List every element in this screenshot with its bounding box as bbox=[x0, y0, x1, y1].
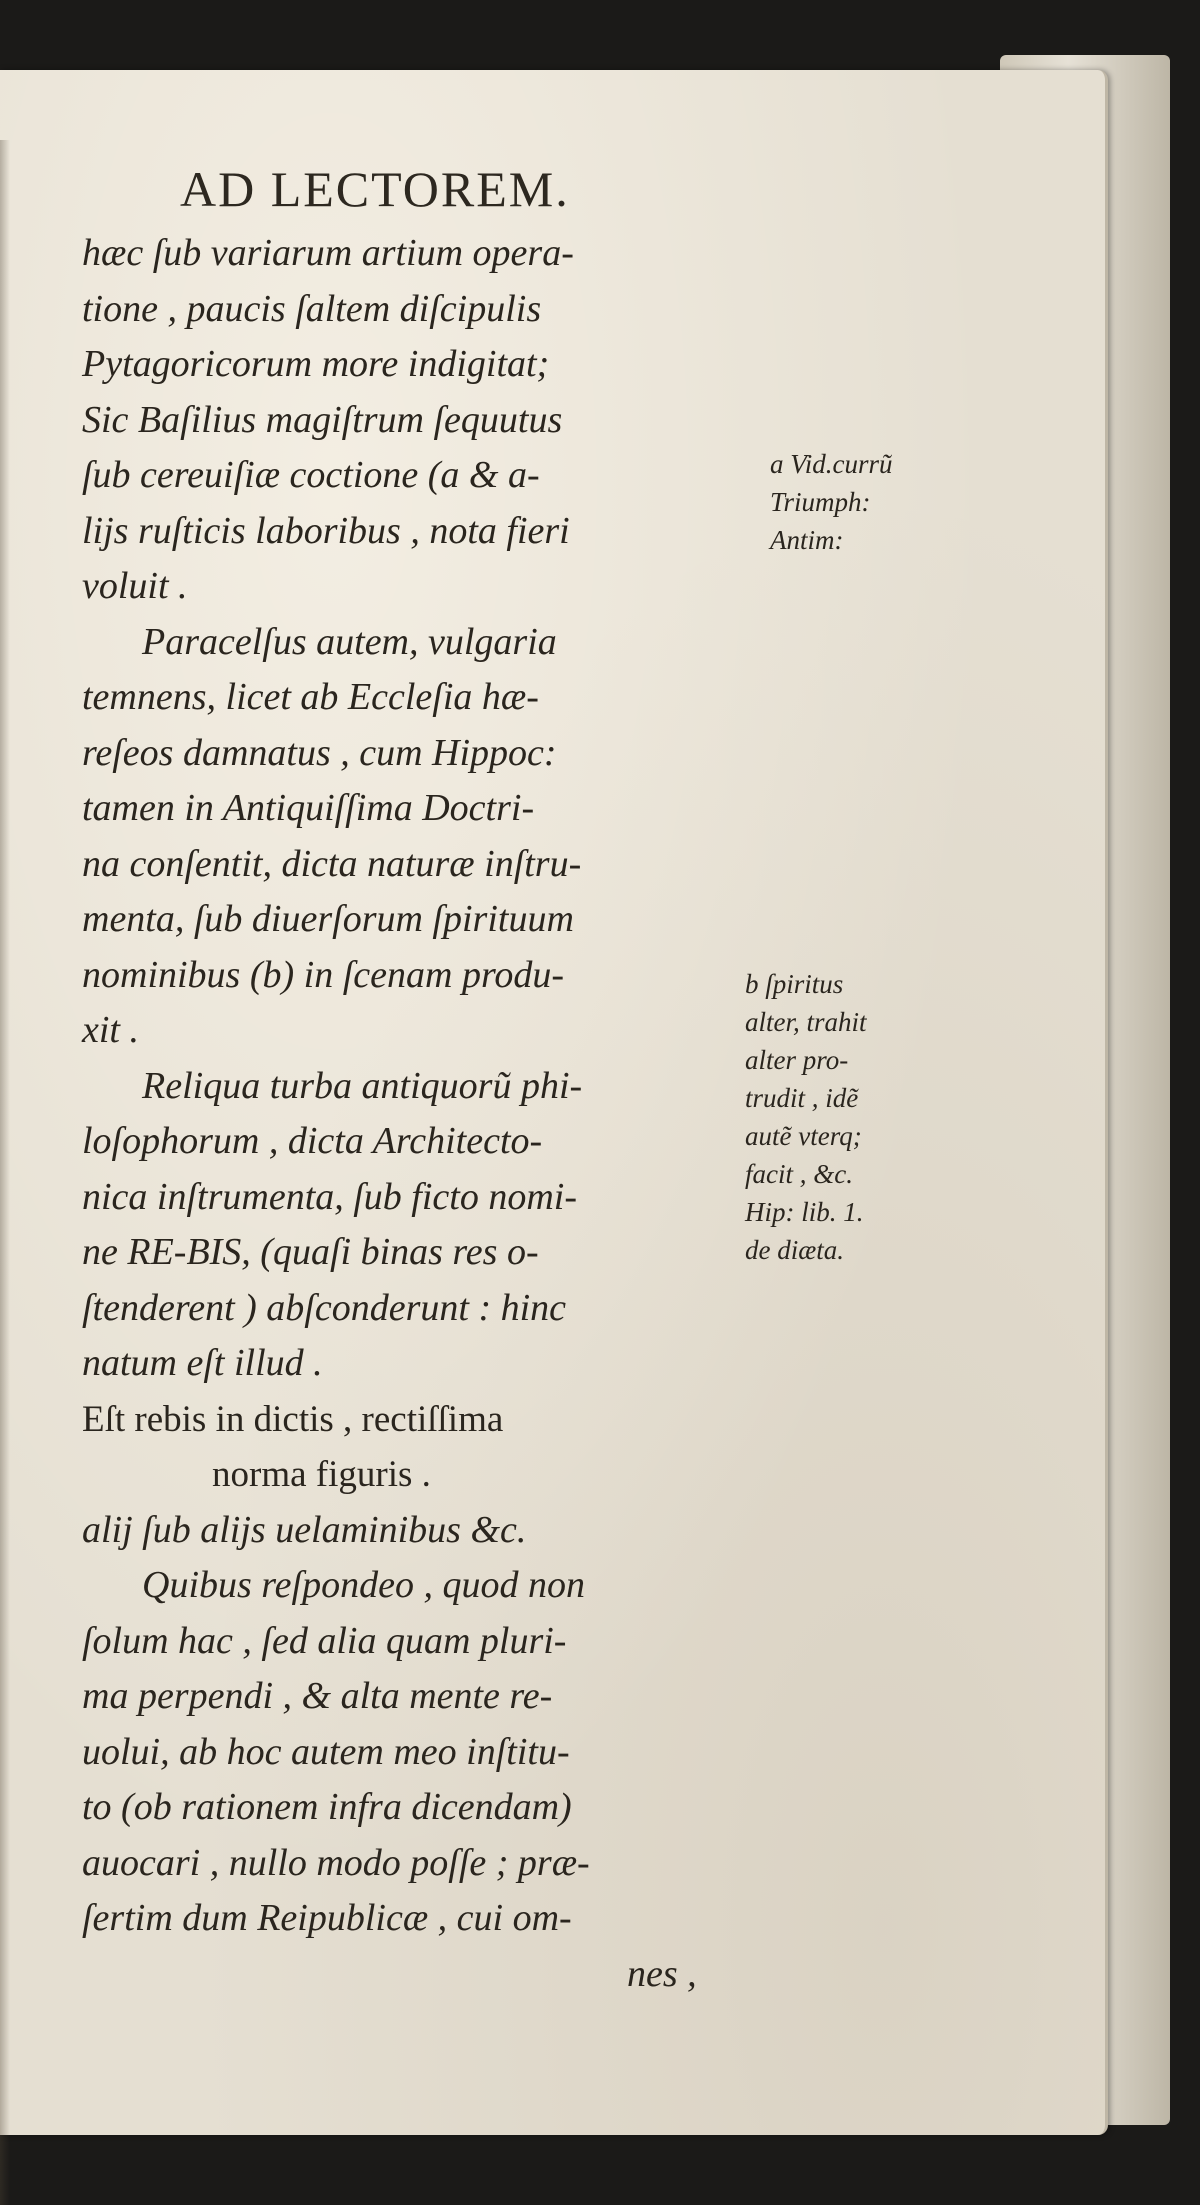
text-line: Paracelſus autem, vulgaria bbox=[142, 620, 557, 663]
margin-note-b bbox=[745, 965, 867, 1269]
text-line: alij ſub alijs uelaminibus &c. bbox=[82, 1508, 527, 1551]
text-line: to (ob rationem infra dicendam) bbox=[82, 1786, 572, 1828]
text-line: ma perpendi , & alta mente re- bbox=[82, 1675, 553, 1717]
text-line: nominibus (b) in ſcenam produ- bbox=[82, 953, 564, 996]
margin-note-a bbox=[770, 445, 893, 559]
text-line: xit . bbox=[82, 1009, 139, 1051]
margin-note-line: alter, trahit bbox=[745, 1007, 867, 1037]
margin-note-line: alter pro- bbox=[745, 1045, 849, 1075]
text-line: Pytagoricorum more indigitat; bbox=[82, 343, 550, 385]
text-line: reſeos damnatus , cum Hippoc: bbox=[82, 731, 557, 774]
text-line: tione , paucis ſaltem diſcipulis bbox=[82, 287, 542, 330]
text-line: ſertim dum Reipublicæ , cui om- bbox=[82, 1897, 572, 1939]
text-line: Reliqua turba antiquorũ phi- bbox=[142, 1064, 583, 1107]
text-line: tamen in Antiquiſſima Doctri- bbox=[82, 787, 535, 829]
margin-note-line: facit , &c. bbox=[745, 1159, 853, 1189]
text-line: natum eſt illud . bbox=[82, 1342, 323, 1384]
text-line: hæc ſub variarum artium opera- bbox=[82, 232, 574, 274]
text-line: na conſentit, dicta naturæ inſtru- bbox=[82, 842, 582, 885]
margin-note-line: trudit , idẽ bbox=[745, 1083, 859, 1113]
margin-note-line: Antim: bbox=[770, 525, 844, 555]
text-line: nica inſtrumenta, ſub ficto nomi- bbox=[82, 1175, 578, 1218]
text-line: loſophorum , dicta Architecto- bbox=[82, 1120, 543, 1162]
text-line: uolui, ab hoc autem meo inſtitu- bbox=[82, 1730, 570, 1773]
margin-note-line: b ſpiritus bbox=[745, 969, 844, 999]
text-line: lijs ruſticis laboribus , nota fieri bbox=[82, 509, 570, 552]
margin-note-line: Hip: lib. 1. bbox=[745, 1197, 864, 1227]
text-line: temnens, licet ab Eccleſia hæ- bbox=[82, 676, 539, 718]
text-line: ſolum hac , ſed alia quam pluri- bbox=[82, 1619, 567, 1662]
text-line: ne RE-BIS, (quaſi binas res o- bbox=[82, 1231, 539, 1273]
text-line: ſub cereuiſiæ coctione (a & a- bbox=[82, 454, 540, 496]
text-line: nes , bbox=[627, 1952, 697, 1995]
running-head: AD LECTOREM. bbox=[180, 161, 570, 217]
text-line: voluit . bbox=[82, 565, 188, 607]
gutter-shadow bbox=[0, 140, 10, 2205]
text-line: Sic Baſilius magiſtrum ſequutus bbox=[82, 398, 563, 441]
text-line: Eſt rebis in dictis , rectiſſima bbox=[82, 1398, 504, 1440]
margin-note-line: Triumph: bbox=[770, 487, 871, 517]
text-line: menta, ſub diuerſorum ſpirituum bbox=[82, 898, 574, 940]
text-line: Quibus reſpondeo , quod non bbox=[142, 1564, 585, 1606]
margin-note-line: de diæta. bbox=[745, 1235, 844, 1265]
margin-note-line: a Vid.currũ bbox=[770, 449, 893, 479]
text-line: ſtenderent ) abſconderunt : hinc bbox=[82, 1286, 567, 1329]
body-text bbox=[82, 226, 772, 2002]
text-line: auocari , nullo modo poſſe ; præ- bbox=[82, 1841, 590, 1884]
text-line: norma figuris . bbox=[212, 1454, 431, 1495]
margin-note-line: autẽ vterq; bbox=[745, 1121, 862, 1151]
